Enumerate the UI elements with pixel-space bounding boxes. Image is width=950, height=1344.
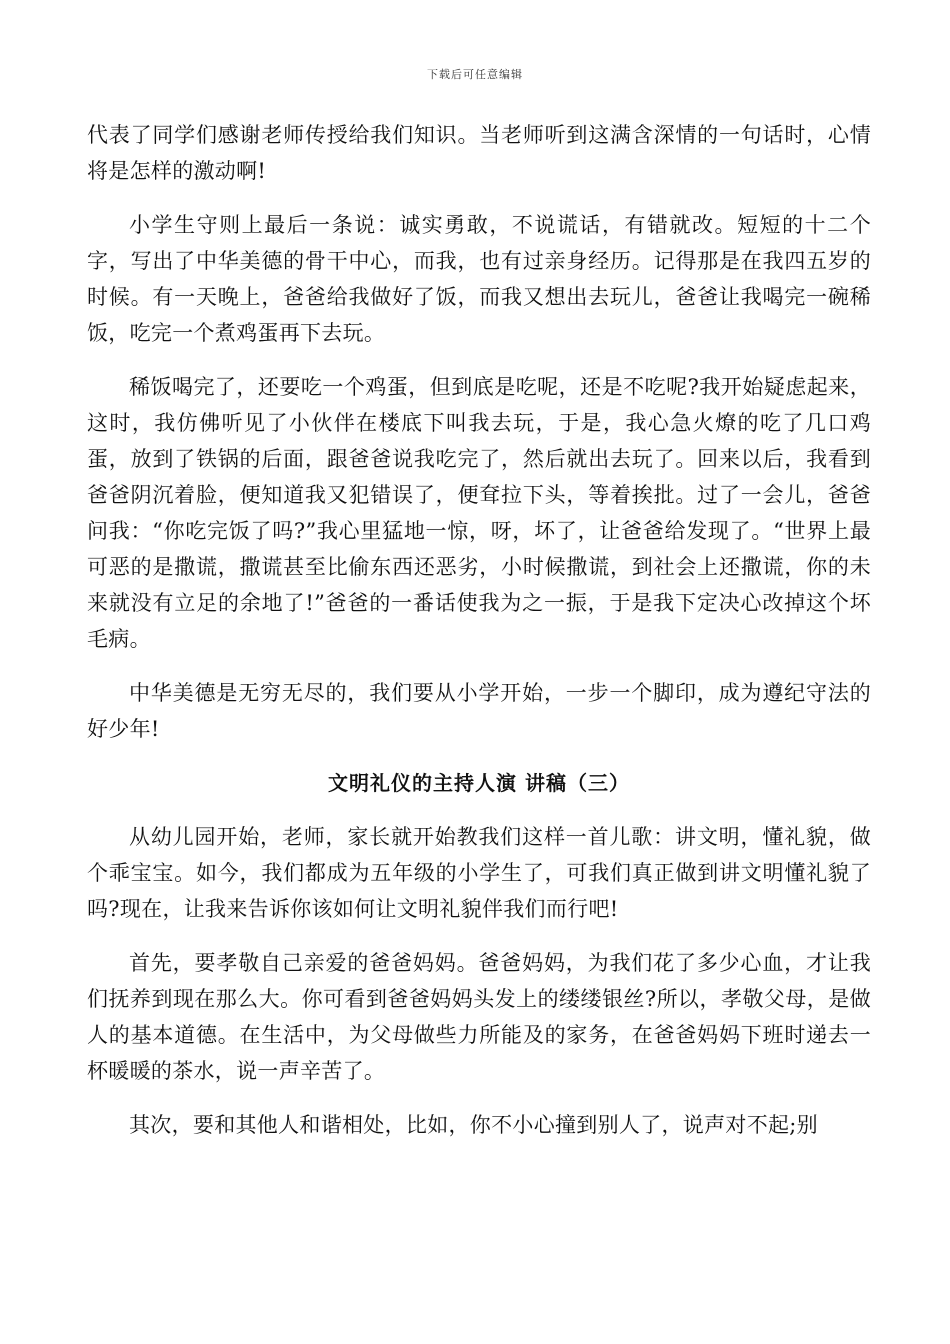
paragraph: 从幼儿园开始，老师，家长就开始教我们这样一首儿歌：讲文明，懂礼貌，做个乖宝宝。如今，我们都成为五年级的小学生了，可我们真正做到讲文明懂礼貌了吗?现在，让我来告诉你该如何让文明礼貌伴我们而行吧! xyxy=(87,825,871,921)
section-title: 文明礼仪的主持人演 讲稿（三） xyxy=(328,771,630,795)
document-body xyxy=(87,117,871,1161)
paragraph-truncated: 其次，要和其他人和谐相处，比如，你不小心撞到别人了，说声对不起;别 xyxy=(129,1113,818,1137)
paragraph: 小学生守则上最后一条说：诚实勇敢，不说谎话，有错就改。短短的十二个字，写出了中华美德的骨干中心，而我，也有过亲身经历。记得那是在我四五岁的时候。有一天晚上，爸爸给我做好了饭，而我又想出去玩儿，爸爸让我喝完一碗稀饭，吃完一个煮鸡蛋再下去玩。 xyxy=(87,213,871,345)
header-note: 下载后可任意编辑 xyxy=(427,68,523,81)
paragraph: 稀饭喝完了，还要吃一个鸡蛋，但到底是吃呢，还是不吃呢?我开始疑虑起来，这时，我仿佛听见了小伙伴在楼底下叫我去玩，于是，我心急火燎的吃了几口鸡蛋，放到了铁锅的后面，跟爸爸说我吃完了，然后就出去玩了。回来以后，我看到爸爸阴沉着脸，便知道我又犯错误了，便耷拉下头，等着挨批。过了一会儿，爸爸问我：“你吃完饭了吗?”我心里猛地一惊，呀，坏了，让爸爸给发现了。“世界上最可恶的是撒谎，撒谎甚至比偷东西还恶劣，小时候撒谎，到社会上还撒谎，你的未来就没有立足的余地了!”爸爸的一番话使我为之一振，于是我下定决心改掉这个坏毛病。 xyxy=(87,375,871,651)
paragraph: 首先，要孝敬自己亲爱的爸爸妈妈。爸爸妈妈，为我们花了多少心血，才让我们抚养到现在那么大。你可看到爸爸妈妈头发上的缕缕银丝?所以，孝敬父母，是做人的基本道德。在生活中，为父母做些力所能及的家务，在爸爸妈妈下班时递去一杯暖暖的茶水，说一声辛苦了。 xyxy=(87,951,871,1083)
paragraph: 中华美德是无穷无尽的，我们要从小学开始，一步一个脚印，成为遵纪守法的好少年! xyxy=(87,681,871,741)
paragraph-continued: 代表了同学们感谢老师传授给我们知识。当老师听到这满含深情的一句话时，心情将是怎样的激动啊! xyxy=(87,123,871,183)
